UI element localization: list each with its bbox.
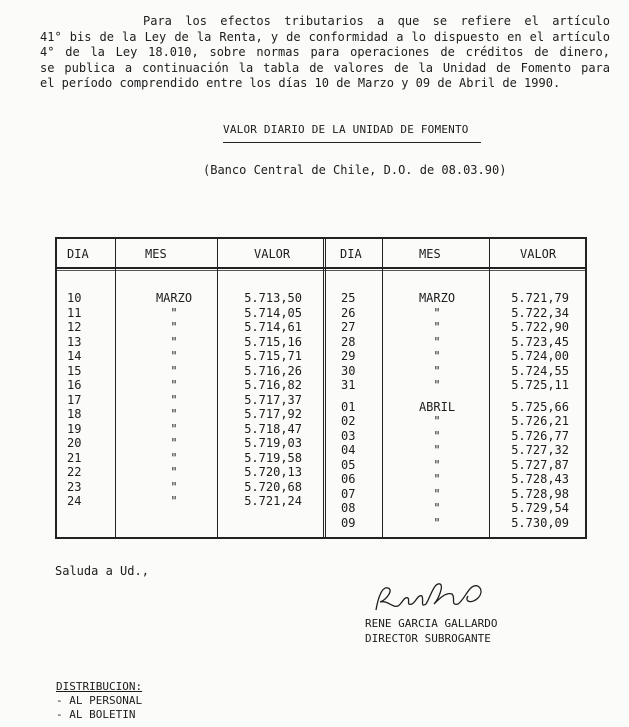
table-cell-valor: 5.715,71 [244, 349, 302, 363]
distribution-list [56, 680, 142, 722]
header-rule [57, 267, 585, 269]
mes-column-left [139, 291, 209, 509]
table-cell-mes: " [170, 479, 178, 494]
table-cell-mes: ABRIL [418, 399, 456, 414]
table-cell-valor: 5.719,03 [244, 436, 302, 450]
table-cell-valor: 5.727,87 [511, 457, 569, 472]
table-cell-dia: 31 [341, 378, 356, 392]
table-cell-dia: 29 [341, 349, 356, 363]
column-divider [115, 239, 116, 537]
table-cell-valor: 5.716,26 [244, 363, 302, 378]
table-cell-dia: 05 [341, 457, 356, 472]
table-cell-valor: 5.717,37 [244, 392, 302, 407]
table-cell-dia: 03 [341, 428, 356, 443]
table-cell-valor: 5.717,92 [244, 407, 302, 421]
table-cell-dia: 10 [67, 291, 82, 305]
dia-column-right [341, 291, 355, 530]
table-cell-dia: 14 [67, 349, 82, 363]
table-cell-mes: " [170, 320, 178, 334]
table-cell-mes: " [170, 378, 178, 392]
table-cell-mes: " [170, 465, 178, 479]
table-cell-dia: 08 [341, 501, 356, 515]
valor-column-right [509, 291, 569, 530]
signatory-title: DIRECTOR SUBROGANTE [365, 632, 491, 645]
table-cell-mes: " [433, 320, 441, 334]
table-cell-mes: " [433, 501, 441, 515]
table-cell-mes: " [433, 349, 441, 363]
column-divider [217, 239, 218, 537]
table-cell-dia: 04 [341, 443, 356, 457]
table-cell-valor: 5.730,09 [511, 515, 569, 530]
table-cell-mes: " [170, 407, 178, 421]
table-cell-dia: 07 [341, 486, 356, 501]
table-cell-dia: 09 [341, 515, 356, 530]
table-cell-dia: 21 [67, 450, 82, 465]
closing-text: Saluda a Ud., [55, 564, 149, 578]
table-cell-valor: 5.726,77 [511, 428, 569, 443]
table-cell-valor: 5.726,21 [511, 414, 569, 428]
table-title: VALOR DIARIO DE LA UNIDAD DE FOMENTO [223, 123, 469, 136]
table-cell-valor: 5.729,54 [511, 501, 569, 515]
table-cell-valor: 5.720,68 [244, 479, 302, 494]
table-cell-mes: " [433, 472, 441, 486]
table-cell-dia: 30 [341, 363, 356, 378]
table-cell-mes: " [170, 305, 178, 320]
table-cell-dia: 15 [67, 363, 82, 378]
intro-line: el período comprendido entre los días 10 de Marzo y 09 de Abril de 1990. [40, 76, 561, 90]
intro-line: 4° de la Ley 18.010, sobre normas para operaciones de créditos de dinero, [40, 45, 610, 59]
table-cell-mes: " [433, 457, 441, 472]
table-cell-valor: 5.721,79 [511, 291, 569, 305]
table-cell-valor: 5.728,98 [511, 486, 569, 501]
table-cell-mes: " [170, 436, 178, 450]
table-cell-mes: " [170, 349, 178, 363]
table-cell-mes: MARZO [155, 291, 193, 305]
table-cell-valor: 5.714,61 [244, 320, 302, 334]
table-cell-mes: " [170, 363, 178, 378]
table-cell-dia: 12 [67, 320, 82, 334]
table-cell-dia: 22 [67, 465, 82, 479]
table-cell-dia: 27 [341, 320, 356, 334]
dia-column-left [67, 291, 81, 509]
table-cell-mes: " [170, 450, 178, 465]
table-cell-dia: 19 [67, 421, 82, 436]
table-source: (Banco Central de Chile, D.O. de 08.03.90) [203, 163, 507, 177]
table-cell-valor: 5.722,90 [511, 320, 569, 334]
table-cell-mes: " [170, 392, 178, 407]
valor-column-left [240, 291, 302, 509]
intro-paragraph [40, 14, 610, 92]
table-cell-dia: 20 [67, 436, 82, 450]
table-cell-valor: 5.716,82 [244, 378, 302, 392]
distribution-item: - AL BOLETIN [56, 708, 136, 721]
table-cell-dia: 25 [341, 291, 356, 305]
table-cell-mes: MARZO [418, 291, 456, 305]
table-cell-valor: 5.719,58 [244, 450, 302, 465]
distribution-heading: DISTRIBUCION: [56, 680, 143, 693]
table-cell-valor: 5.713,50 [244, 291, 302, 305]
table-cell-valor: 5.722,34 [511, 305, 569, 320]
table-cell-dia: 02 [341, 414, 356, 428]
center-divider [323, 239, 326, 537]
column-divider [489, 239, 490, 537]
title-underline [223, 142, 481, 143]
handwritten-signature [368, 578, 508, 618]
table-cell-dia: 17 [67, 392, 82, 407]
intro-line: se publica a continuación la tabla de valores de la Unidad de Fomento para [40, 60, 610, 75]
table-cell-valor: 5.727,32 [511, 443, 569, 457]
table-cell-dia: 16 [67, 378, 82, 392]
header-mes: MES [419, 247, 441, 261]
table-cell-mes: " [433, 334, 441, 349]
table-cell-dia: 26 [341, 305, 356, 320]
intro-line: 41° bis de la Ley de la Renta, y de conformidad a lo dispuesto en el artículo [40, 29, 610, 44]
table-cell-valor: 5.723,45 [511, 334, 569, 349]
table-cell-mes: " [433, 443, 441, 457]
table-cell-mes: " [170, 494, 178, 508]
table-cell-valor: 5.725,11 [511, 378, 569, 392]
table-cell-mes: " [433, 515, 441, 530]
header-valor: VALOR [520, 247, 557, 261]
table-cell-dia: 18 [67, 407, 82, 421]
header-rule-secondary [57, 270, 585, 271]
table-cell-dia: 28 [341, 334, 356, 349]
table-cell-dia: 23 [67, 479, 82, 494]
table-cell-mes: " [433, 486, 441, 501]
table-cell-mes: " [433, 428, 441, 443]
table-cell-mes: " [433, 363, 441, 378]
table-cell-mes: " [170, 334, 178, 349]
column-divider [382, 239, 383, 537]
table-cell-dia: 11 [67, 305, 82, 320]
uf-values-table [55, 237, 587, 539]
table-cell-valor: 5.714,05 [244, 305, 302, 320]
table-cell-valor: 5.715,16 [244, 334, 302, 349]
table-cell-mes: " [433, 414, 441, 428]
mes-column-right [402, 291, 472, 530]
header-mes: MES [145, 247, 167, 261]
table-cell-valor: 5.725,66 [511, 399, 569, 414]
table-cell-dia: 06 [341, 472, 356, 486]
table-cell-valor: 5.724,00 [511, 349, 569, 363]
table-cell-dia: 01 [341, 399, 356, 414]
table-cell-valor: 5.718,47 [244, 421, 302, 436]
header-valor: VALOR [254, 247, 291, 261]
distribution-item: - AL PERSONAL [56, 694, 143, 707]
header-dia: DIA [67, 247, 89, 261]
table-cell-valor: 5.724,55 [511, 363, 569, 378]
table-cell-mes: " [170, 421, 178, 436]
table-cell-mes: " [433, 378, 441, 392]
table-cell-valor: 5.728,43 [511, 472, 569, 486]
table-cell-valor: 5.720,13 [244, 465, 302, 479]
table-cell-valor: 5.721,24 [244, 494, 302, 508]
table-cell-dia: 24 [67, 494, 82, 508]
header-dia: DIA [340, 247, 362, 261]
table-cell-mes: " [433, 305, 441, 320]
table-cell-dia: 13 [67, 334, 82, 349]
intro-line: Para los efectos tributarios a que se refiere el artículo [143, 14, 610, 28]
signatory-name: RENE GARCIA GALLARDO [365, 617, 498, 630]
